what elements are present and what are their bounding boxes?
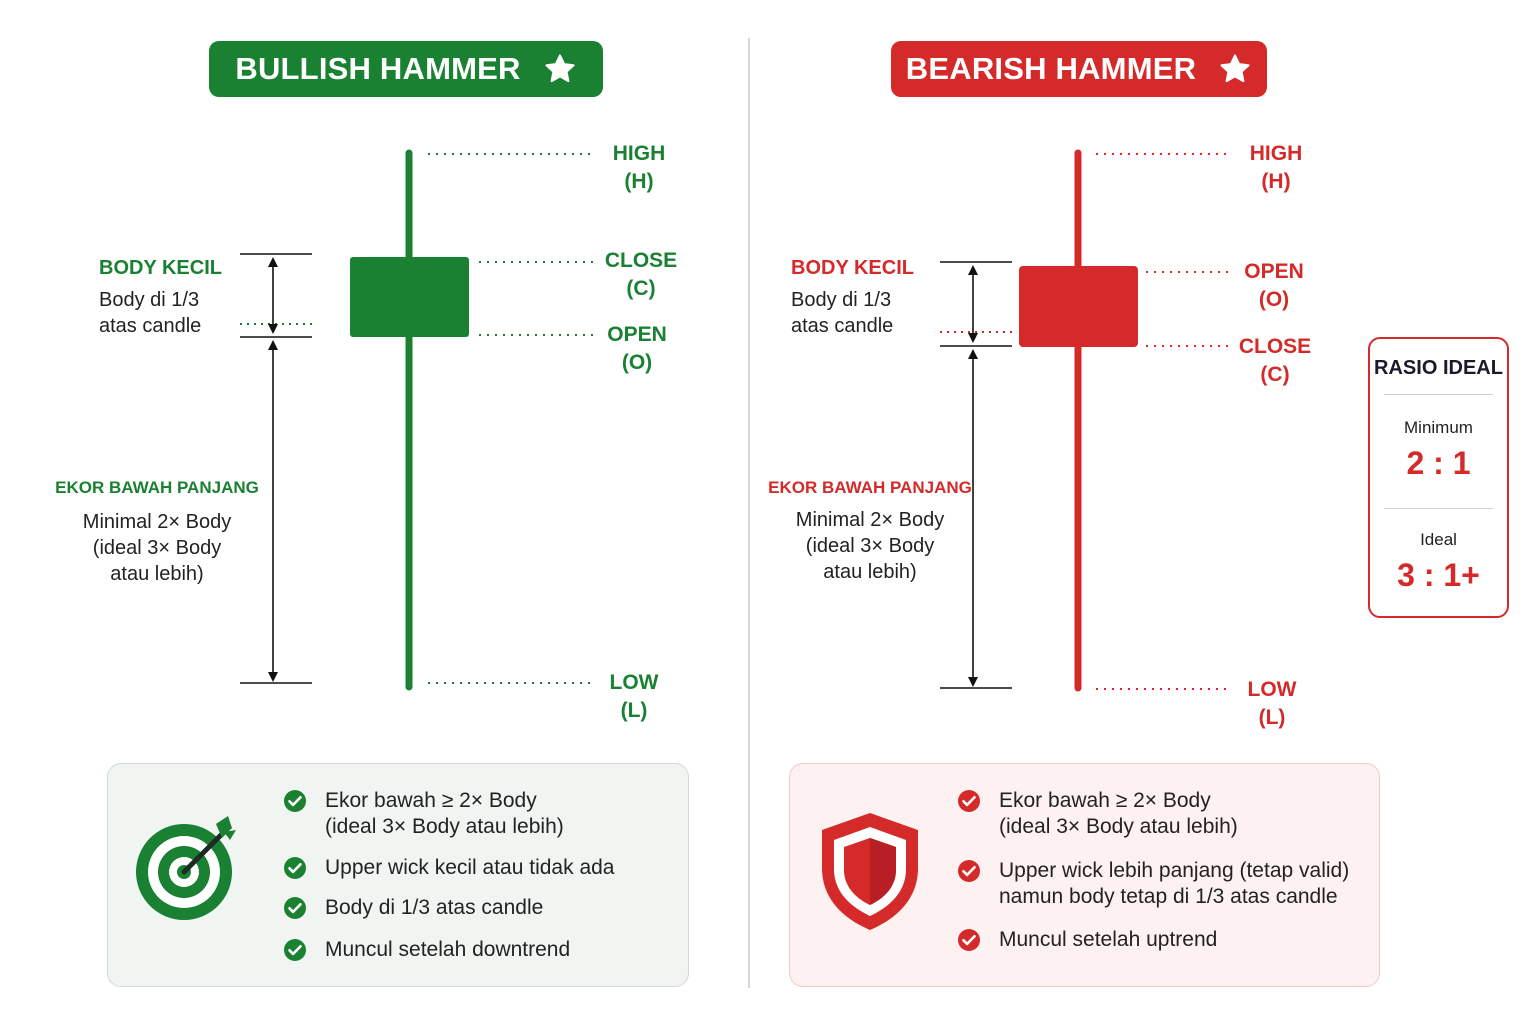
bearish-high-label: HIGH (H) [1249, 142, 1303, 193]
target-icon [132, 814, 244, 926]
bearish-open-label: OPEN (O) [1244, 260, 1304, 311]
bearish-candle [1019, 153, 1138, 688]
bullish-high-label: HIGH (H) [612, 142, 666, 193]
bullish-tail-desc: Minimal 2× Body (ideal 3× Body atau lebih) [82, 511, 232, 585]
shield-icon [818, 810, 922, 934]
bullish-criterion: Body di 1/3 atas candle [283, 895, 683, 921]
bullish-body-desc: Body di 1/3 atas candle [99, 289, 202, 337]
bearish-tail-desc: Minimal 2× Body (ideal 3× Body atau lebih) [795, 509, 945, 583]
check-circle-icon [283, 896, 307, 920]
bullish-body-title: BODY KECIL [99, 257, 222, 279]
bearish-body-desc: Body di 1/3 atas candle [791, 289, 894, 337]
bearish-tail-title: EKOR BAWAH PANJANG [768, 478, 972, 497]
check-circle-icon [957, 789, 981, 813]
check-circle-icon [957, 928, 981, 952]
ratio-minimum-label: Minimum [1404, 418, 1473, 437]
ratio-ideal-value: 3 : 1+ [1397, 557, 1480, 593]
check-circle-icon [283, 938, 307, 962]
bearish-criterion: Upper wick lebih panjang (tetap valid) namun body tetap di 1/3 atas candle [957, 858, 1367, 910]
ratio-title: RASIO IDEAL [1374, 357, 1503, 379]
check-circle-icon [283, 856, 307, 880]
bullish-criterion: Muncul setelah downtrend [283, 937, 683, 963]
bearish-criterion: Ekor bawah ≥ 2× Body (ideal 3× Body atau lebih) [957, 788, 1367, 840]
ratio-minimum-value: 2 : 1 [1406, 445, 1471, 481]
check-circle-icon [283, 789, 307, 813]
bullish-title: BULLISH HAMMER [235, 51, 521, 86]
bearish-body [1019, 266, 1138, 347]
bearish-title: BEARISH HAMMER [905, 51, 1197, 86]
check-circle-icon [957, 859, 981, 883]
bullish-tail-title: EKOR BAWAH PANJANG [55, 478, 259, 497]
ratio-ideal-label: Ideal [1420, 530, 1457, 549]
bearish-body-title: BODY KECIL [791, 257, 914, 279]
bullish-candle [350, 153, 469, 687]
bullish-low-label: LOW (L) [609, 671, 659, 722]
bearish-criterion: Muncul setelah uptrend [957, 927, 1367, 953]
bullish-close-label: CLOSE (C) [604, 249, 678, 300]
bullish-criterion: Ekor bawah ≥ 2× Body (ideal 3× Body atau lebih) [283, 788, 683, 840]
bearish-close-label: CLOSE (C) [1238, 335, 1312, 386]
bearish-low-label: LOW (L) [1247, 678, 1297, 729]
bullish-criterion: Upper wick kecil atau tidak ada [283, 855, 683, 881]
bullish-body [350, 257, 469, 337]
bullish-open-label: OPEN (O) [607, 323, 667, 374]
ratio-card [1368, 337, 1509, 618]
